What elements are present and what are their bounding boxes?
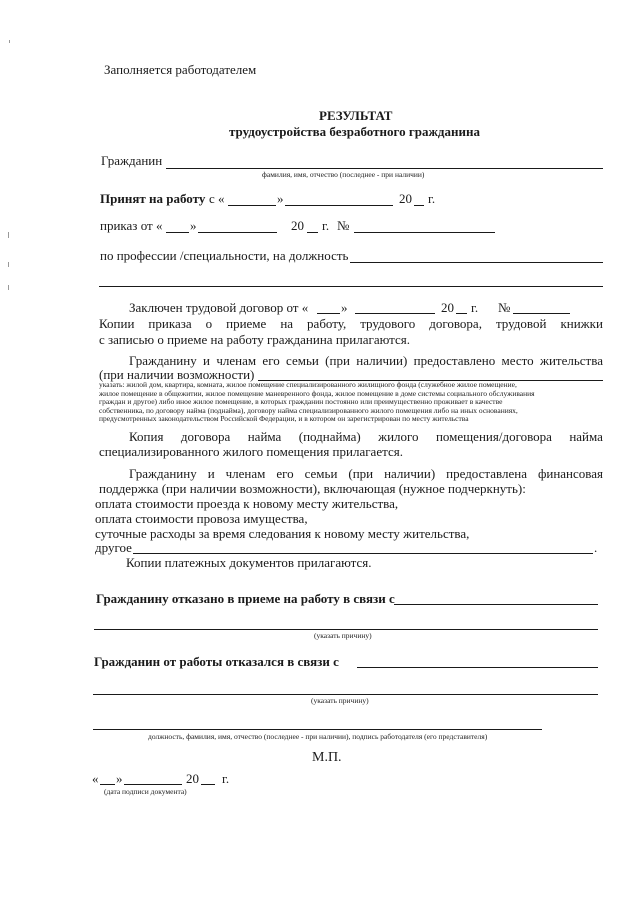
date-open-quote: « [92,771,99,786]
hired-year-suffix: г. [428,191,436,206]
order-label: приказ от « [100,218,163,233]
finance-line-1 [129,466,603,482]
contract-label: Заключен трудовой договор от « [129,300,309,315]
date-month-field[interactable] [124,784,182,785]
order-close-quote: » [190,218,197,233]
order-year-prefix: 20 [291,218,304,233]
declined-work-field[interactable] [357,667,598,668]
refused-hire-field[interactable] [394,604,598,605]
stamp-place: М.П. [312,750,342,765]
hired-year-field[interactable] [414,205,424,206]
word: наличии) [356,353,408,368]
word: книжки [560,316,603,331]
copies-order-line-1 [99,316,603,332]
contract-number-field[interactable] [513,313,570,314]
document-subtitle: трудоустройства безработного гражданина [229,124,480,139]
signature-field[interactable] [93,729,542,730]
order-number-field[interactable] [354,232,495,233]
hired-year-prefix: 20 [399,191,412,206]
date-year-field[interactable] [201,784,215,785]
order-day-field[interactable] [166,232,189,233]
header-note: Заполняется работодателем [104,62,257,77]
hint-line: собственника, по договору найма (поднайма), договору найма специализированного жилого помещения либо на иных основаниях, [99,405,518,415]
profession-label: по профессии /специальности, на должность [100,248,349,263]
contract-month-field[interactable] [355,313,435,314]
word: членам [216,353,257,368]
scan-edge-mark [8,232,9,238]
finance-option-property[interactable]: оплата стоимости провоза имущества, [95,511,308,526]
word: и [207,466,215,481]
word: его [262,353,280,368]
word: семьи [304,466,338,481]
date-year-suffix: г. [222,771,230,786]
word: Гражданину [129,466,197,481]
housing-copy-line-1 [129,429,603,445]
word: предоставлено [413,353,496,368]
finance-option-travel[interactable]: оплата стоимости проезда к новому месту жительства, [95,496,399,511]
hint-line: жилое помещение в общежитии, жилое помещение маневренного фонда, жилое помещение в доме системы социального обслуживания [99,388,535,398]
hint-line: граждан и другое) либо иное жилое помещение, в которых гражданин постоянно или преимущественно проживает в качестве [99,397,503,407]
copies-order-line-2: с записью о приеме на работу гражданина прилагаются. [99,332,410,347]
hint-line: предусмотренных законодательством Российской Федерации, и в котором он зарегистрирован по месту жительства [99,414,469,424]
citizen-name-hint: фамилия, имя, отчество (последнее - при наличии) [262,170,425,179]
scan-edge-mark [9,40,10,43]
contract-close-quote: » [341,300,348,315]
date-hint: (дата подписи документа) [104,787,187,796]
hired-day-field[interactable] [228,205,276,206]
word: найма [569,429,603,444]
hired-label: Принят на работу [100,191,206,206]
word: приеме [226,316,267,331]
word: (при [325,353,350,368]
signature-hint: должность, фамилия, имя, отчество (последнее - при наличии), подпись работодателя (его представителя) [148,732,488,741]
declined-work-label: Гражданин от работы отказался в связи с [94,654,339,669]
hired-month-field[interactable] [285,205,393,206]
word: о [205,316,213,331]
word: место [501,353,534,368]
housing-line-2: (при наличии возможности) [99,367,255,382]
document-title: РЕЗУЛЬТАТ [319,108,393,123]
word: его [276,466,294,481]
finance-other-label: другое [95,540,132,555]
housing-hint [99,381,603,424]
refused-hire-field-line-2[interactable] [94,629,598,630]
refused-hire-label: Гражданину отказано в приеме на работу в связи с [96,591,395,606]
finance-line-2: поддержка (при наличии возможности), включающая (нужное подчеркнуть): [99,481,526,496]
word: финансовая [537,466,603,481]
word: договора [180,429,231,444]
hired-close-quote: » [277,191,284,206]
word: приказа [148,316,192,331]
word: трудового [360,316,416,331]
word: и [203,353,211,368]
order-number-sign: № [337,218,350,233]
payment-copies: Копии платежных документов прилагаются. [126,555,372,570]
order-month-field[interactable] [198,232,277,233]
hired-from: с « [209,191,225,206]
word: на [280,316,294,331]
declined-work-hint: (указать причину) [311,696,369,705]
word: договора, [429,316,482,331]
contract-number-sign: № [498,300,511,315]
date-day-field[interactable] [100,784,115,785]
date-close-quote: » [116,771,123,786]
word: семьи [286,353,319,368]
scan-edge-mark [8,285,9,290]
word: трудовой [495,316,547,331]
word: (поднайма) [298,429,361,444]
word: найма [247,429,282,444]
word: предоставлена [446,466,527,481]
finance-option-daily[interactable]: суточные расходы за время следования к новому месту жительства, [95,526,470,541]
contract-year-prefix: 20 [441,300,454,315]
profession-field-line-2[interactable] [99,286,603,287]
profession-field[interactable] [350,262,603,263]
word: работу, [307,316,347,331]
refused-hire-hint: (указать причину) [314,631,372,640]
word: жилого [378,429,419,444]
order-year-suffix: г. [322,218,330,233]
word: Копии [99,316,135,331]
declined-work-field-line-2[interactable] [93,694,598,695]
contract-day-field[interactable] [317,313,340,314]
finance-other-end: . [594,540,598,555]
citizen-name-field[interactable] [166,168,603,169]
finance-other-field[interactable] [133,553,593,554]
order-year-field[interactable] [307,232,318,233]
word: Гражданину [129,353,197,368]
word: Копия [129,429,164,444]
housing-copy-line-2: специализированного жилого помещения прилагается. [99,444,403,459]
hint-line: указать: жилой дом, квартира, комната, жилое помещение специализированного жилищного фонда (служебное жилое помещение, [99,380,517,389]
scan-edge-mark [8,262,9,267]
word: помещения/договора [435,429,552,444]
word: членам [225,466,266,481]
citizen-label: Гражданин [101,153,163,168]
date-year-prefix: 20 [186,771,199,786]
contract-year-field[interactable] [456,313,467,314]
word: жительства [539,353,603,368]
word: наличии) [384,466,436,481]
word: (при [348,466,374,481]
contract-year-suffix: г. [471,300,479,315]
